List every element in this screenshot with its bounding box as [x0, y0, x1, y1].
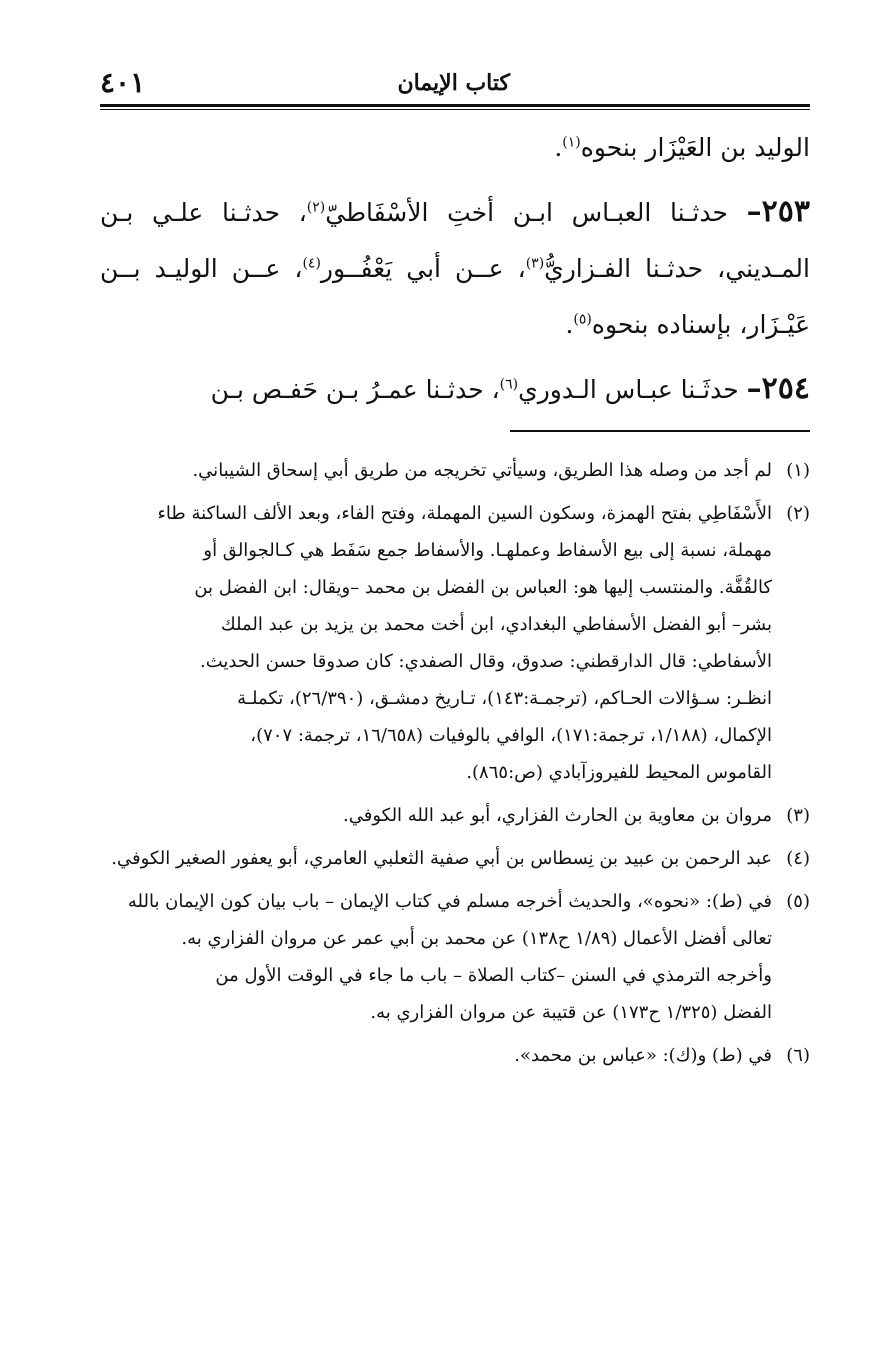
- hadith-text: ، حدثـنا علـي بـن المـديني، حدثـنا الفـزاريُّ: [100, 198, 810, 283]
- footnote-label: (٢): [786, 503, 810, 524]
- footnote-label: (٥): [786, 891, 810, 912]
- footnote-line: وأخرجه الترمذي في السنن –كتاب الصلاة – باب ما جاء في الوقت الأول من: [215, 965, 772, 986]
- footnote-line: انظـر: سـؤالات الحـاكم، (ترجمـة:١٤٣)، تـاريخ دمشـق، (٢٦/٣٩٠)، تكملـة: [237, 688, 772, 709]
- footnote: [98, 883, 810, 1031]
- footnote: [98, 840, 810, 877]
- footnote-ref: (١): [562, 134, 581, 151]
- footnote-line: الفضل (١/٣٢٥ ح١٧٣) عن قتيبة عن مروان الفزاري به.: [370, 1002, 772, 1023]
- footnote-ref: (٣): [525, 255, 545, 272]
- footnote-line: لم أجد من وصله هذا الطريق، وسيأتي تخريجه من طريق أبي إسحاق الشيباني.: [192, 460, 772, 481]
- main-text: [100, 120, 810, 418]
- footnote-label: (٦): [786, 1045, 810, 1066]
- footnote-ref: (٥): [573, 311, 592, 328]
- footnotes: [98, 452, 810, 1080]
- hadith-text: حدثَـنا عبـاس الـدوري: [518, 375, 747, 404]
- header-rule-thin: [100, 109, 810, 110]
- footnote-line: الأَسْفَاطِي بفتح الهمزة، وسكون السين المهملة، وفتح الفاء، وبعد الألف الساكنة طاء: [157, 503, 772, 524]
- page-number: ٤٠١: [100, 66, 146, 99]
- footnote-label: (٤): [786, 848, 810, 869]
- footnote-line: في (ط): «نحوه»، والحديث أخرجه مسلم في كتاب الإيمان – باب بيان كون الإيمان بالله: [127, 891, 772, 912]
- hadith-text: حدثـنا العبـاس ابـن أختِ الأسْفَاطيّ: [325, 198, 747, 227]
- footnote-line: بشر– أبو الفضل الأسفاطي البغدادي، ابن أخت محمد بن يزيد بن عبد الملك: [220, 614, 772, 635]
- hadith-number: ٢٥٣–: [746, 194, 810, 229]
- footnote-line: مهملة، نسبة إلى بيع الأسفاط وعملهـا. والأسفاط جمع سَفَط هي كـالجوالق أو: [203, 540, 772, 561]
- hadith-text: ، عــن الوليـد بــن عَيْـزَار، بإسناده بنحوه: [100, 254, 810, 339]
- hadith-text: .: [565, 310, 574, 339]
- footnote-separator: [510, 430, 810, 432]
- footnote: [98, 495, 810, 791]
- footnote-ref: (٤): [302, 255, 321, 272]
- footnote-line: في (ط) و(ك): «عباس بن محمد».: [514, 1045, 772, 1066]
- chapter-title: كتاب الإيمان: [397, 70, 510, 96]
- hadith-number: ٢٥٤–: [746, 371, 810, 406]
- hadith-254: [100, 361, 810, 418]
- paragraph-continuation: [100, 120, 810, 176]
- hadith-253: [100, 184, 810, 353]
- footnote-line: تعالى أفضل الأعمال (١/٨٩ ح١٣٨) عن محمد بن أبي عمر عن مروان الفزاري به.: [181, 928, 772, 949]
- footnote-label: (٣): [786, 805, 810, 826]
- footnote-ref: (٦): [499, 376, 519, 393]
- footnote-line: الإكمال، (١/١٨٨، ترجمة:١٧١)، الوافي بالوفيات (١٦/٦٥٨، ترجمة: ٧٠٧)،: [250, 725, 772, 746]
- footnote: [98, 452, 810, 489]
- footnote-line: القاموس المحيط للفيروزآبادي (ص:٨٦٥).: [466, 762, 772, 783]
- footnote-line: مروان بن معاوية بن الحارث الفزاري، أبو عبد الله الكوفي.: [343, 805, 772, 826]
- footnote-line: الأسفاطي: قال الدارقطني: صدوق، وقال الصفدي: كان صدوقا حسن الحديث.: [200, 651, 772, 672]
- hadith-text: ، حدثـنا عمـرُ بـن حَفـص بـن: [210, 375, 500, 404]
- footnote-ref: (٢): [306, 199, 326, 216]
- footnote: [98, 1037, 810, 1074]
- hadith-text: ، عــن أبي يَعْفُــور: [320, 254, 526, 283]
- footnote-line: كالقُفَّة. والمنتسب إليها هو: العباس بن الفضل بن محمد –ويقال: ابن الفضل بن: [194, 577, 772, 598]
- footnote-label: (١): [786, 460, 810, 481]
- paragraph-text: .: [554, 133, 563, 162]
- footnote-line: عبد الرحمن بن عبيد بن نِسطاس بن أبي صفية الثعلبي العامري، أبو يعفور الصغير الكوفي.: [111, 848, 772, 869]
- header-rule: [100, 104, 810, 107]
- running-header: [100, 64, 810, 104]
- footnote: [98, 797, 810, 834]
- paragraph-text: الوليد بن العَيْزَار بنحوه: [580, 133, 810, 162]
